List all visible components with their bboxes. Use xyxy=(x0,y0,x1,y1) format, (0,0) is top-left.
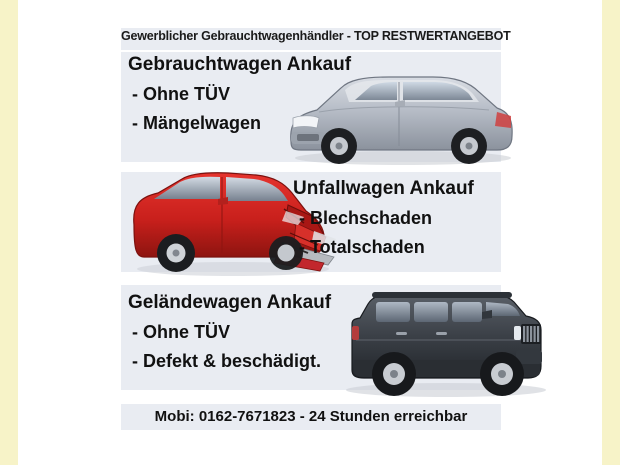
block-2-text xyxy=(293,178,503,258)
block-3-title: Geländewagen Ankauf xyxy=(128,292,332,313)
right-margin-band xyxy=(602,0,620,465)
header-title: Gewerblicher Gebrauchtwagenhändler - TOP RESTWERTANGEBOT xyxy=(121,29,511,43)
block-1-bullet-1: - Ohne TÜV xyxy=(132,84,230,104)
poster-canvas xyxy=(18,0,602,465)
block-1-title: Gebrauchtwagen Ankauf xyxy=(128,54,352,75)
block-2-bullet-2: - Totalschaden xyxy=(299,237,425,257)
left-margin-band xyxy=(0,0,18,465)
block-3-bullet-1: - Ohne TÜV xyxy=(132,322,230,342)
block-2-title: Unfallwagen Ankauf xyxy=(293,178,474,199)
block-1-bullet-2: - Mängelwagen xyxy=(132,113,262,133)
block-3-text xyxy=(128,292,378,372)
block-2-bullet-1: - Blechschaden xyxy=(299,208,433,228)
block-1-text xyxy=(128,54,378,134)
contact-phone-line: Mobi: 0162-7671823 - 24 Stunden erreichbar xyxy=(154,408,468,425)
block-3-bullet-2: - Defekt & beschädigt. xyxy=(132,351,322,371)
